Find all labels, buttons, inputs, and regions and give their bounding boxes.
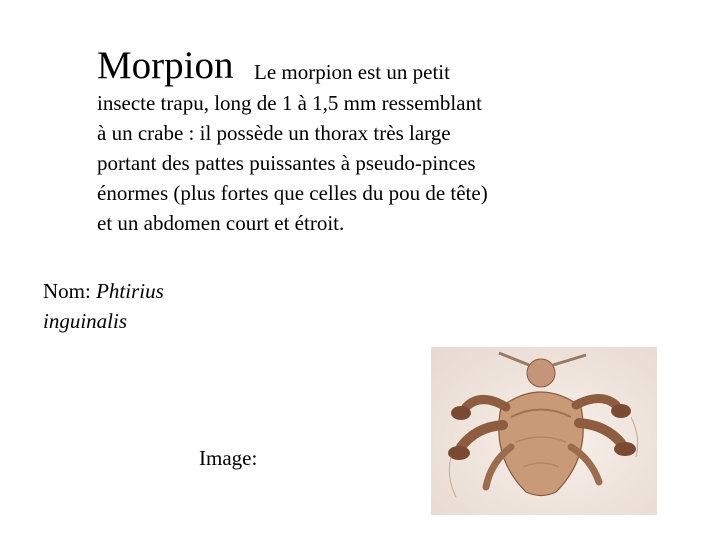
intro-line: et un abdomen court et étroit. [97,211,345,235]
scientific-name-species: inguinalis [43,309,128,333]
intro-line: énormes (plus fortes que celles du pou de tête) [97,181,488,205]
crab-louse-illustration [431,347,657,515]
intro-line: insecte trapu, long de 1 à 1,5 mm ressemblant [97,91,482,115]
intro-line: portant des pattes puissantes à pseudo-pinces [97,151,476,175]
scientific-name-genus: Phtirius [96,279,164,303]
intro-line: à un crabe : il possède un thorax très large [97,121,451,145]
nom-label: Nom: [43,279,91,303]
species-name-block [43,276,164,336]
intro-paragraph [97,88,567,238]
intro-first-line: Le morpion est un petit [254,60,450,84]
louse-photo [431,347,657,515]
slide-title: Morpion [97,44,234,87]
image-label: Image: [199,446,258,470]
